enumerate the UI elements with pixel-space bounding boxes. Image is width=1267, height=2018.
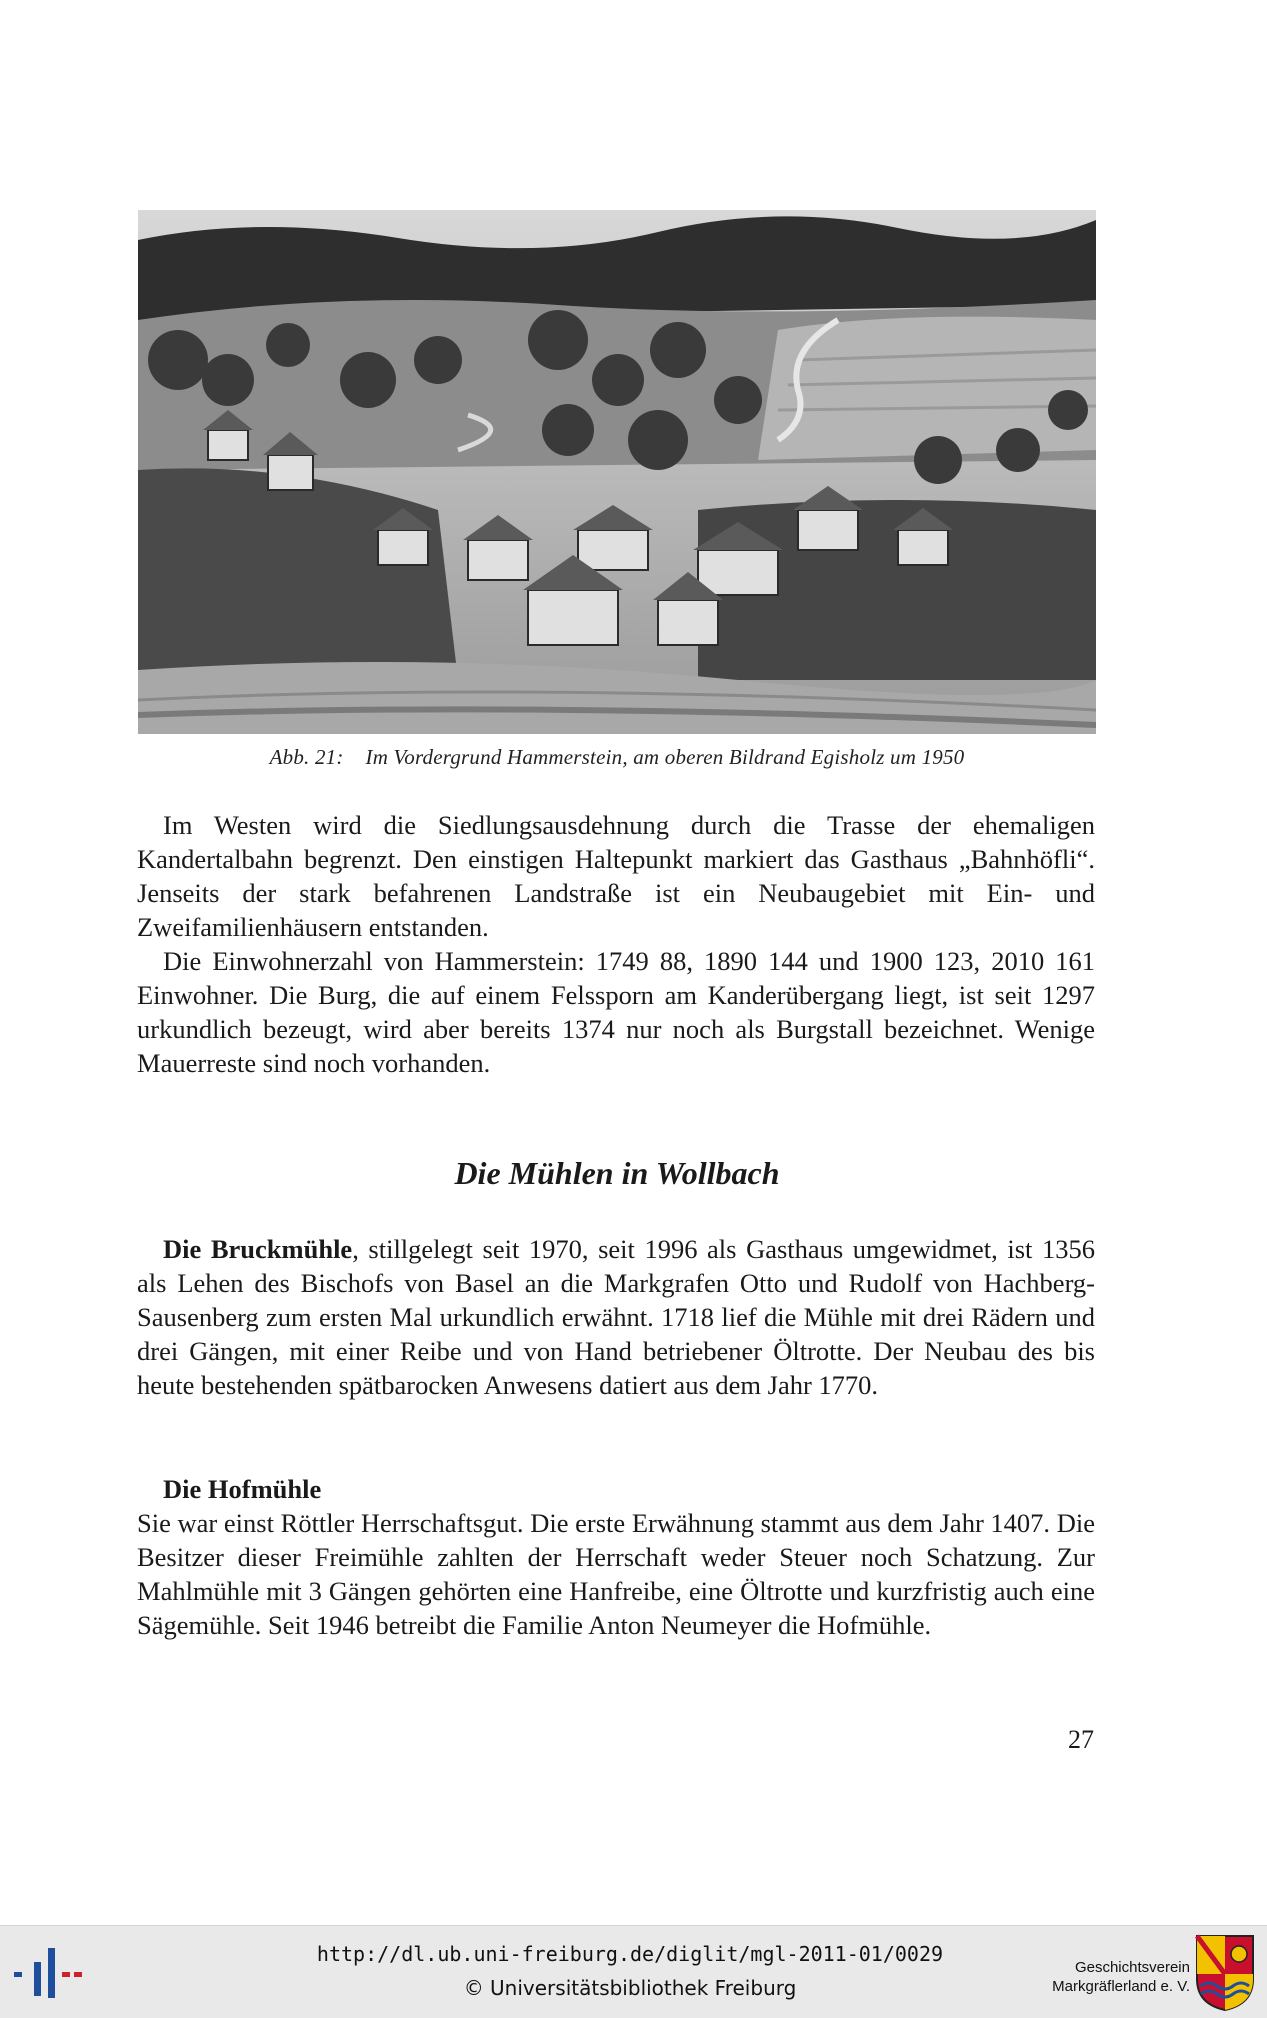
figure-caption-text: Im Vordergrund Hammerstein, am oberen Bildrand Egisholz um 1950: [365, 745, 965, 769]
footer-bar: [0, 1925, 1267, 2018]
society-name: [1010, 1958, 1190, 1996]
bruckmuehle-paragraph: [137, 1232, 1095, 1402]
hofmuehle-section: [137, 1472, 1095, 1642]
figure-label: Abb. 21:: [269, 745, 344, 769]
ub-freiburg-logo-icon: [12, 1948, 84, 1998]
footer-copyright: © Universitätsbibliothek Freiburg: [463, 1976, 797, 2000]
bruckmuehle-name: Die Bruckmühle: [163, 1234, 353, 1264]
photograph-village-landscape-icon: [138, 210, 1096, 734]
society-line-2: Markgräflerland e. V.: [1052, 1978, 1190, 1995]
bruckmuehle-text: , stillgelegt seit 1970, seit 1996 als Gasthaus umgewidmet, ist 1356 als Lehen des Bischofs von Basel an die Markgrafen Otto und Rudolf von Hachberg-Sausenberg zum ersten Mal urkundlich erwähnt. 1718 lief die Mühle mit drei Rädern und drei Gängen, mit einer Reibe und von Hand betriebener Öltrotte. Der Neubau des bis heute bestehenden spätbarocken Anwesens datiert aus dem Jahr 1770.: [137, 1234, 1095, 1400]
paragraph-einwohnerzahl: Die Einwohnerzahl von Hammerstein: 1749 88, 1890 144 und 1900 123, 2010 161 Einwohner. Die Burg, die auf einem Felssporn am Kanderübergang liegt, ist seit 1297 urkundlich bezeugt, wird aber bereits 1374 nur noch als Burgstall bezeichnet. Wenige Mauerreste sind noch vorhanden.: [137, 946, 1095, 1078]
page-number: 27: [1068, 1725, 1094, 1754]
intro-paragraphs: [137, 808, 1095, 1080]
section-heading: Die Mühlen in Wollbach: [454, 1155, 780, 1191]
hofmuehle-text: Sie war einst Röttler Herrschaftsgut. Die erste Erwähnung stammt aus dem Jahr 1407. Die Besitzer dieser Freimühle zahlten der Herrschaft weder Steuer noch Schatzung. Zur Mahlmühle mit 3 Gängen gehörten eine Hanfreibe, eine Öltrotte und kurzfristig auch eine Sägemühle. Seit 1946 betreibt die Familie Anton Neumeyer die Hofmühle.: [137, 1508, 1095, 1640]
footer-url[interactable]: http://dl.ub.uni-freiburg.de/diglit/mgl-2011-01/0029: [316, 1942, 944, 1966]
village-photograph: [138, 210, 1096, 734]
paragraph-westen: Im Westen wird die Siedlungsausdehnung durch die Trasse der ehemaligen Kandertalbahn begrenzt. Den einstigen Haltepunkt markiert das Gasthaus „Bahnhöfli“. Jenseits der stark befahrenen Landstraße ist ein Neubaugebiet mit Ein- und Zweifamilienhäusern entstanden.: [137, 810, 1095, 942]
figure-caption: [138, 745, 1096, 770]
coat-of-arms-icon: [1195, 1934, 1255, 2012]
hofmuehle-heading: Die Hofmühle: [163, 1474, 322, 1504]
society-line-1: Geschichtsverein: [1074, 1959, 1190, 1976]
